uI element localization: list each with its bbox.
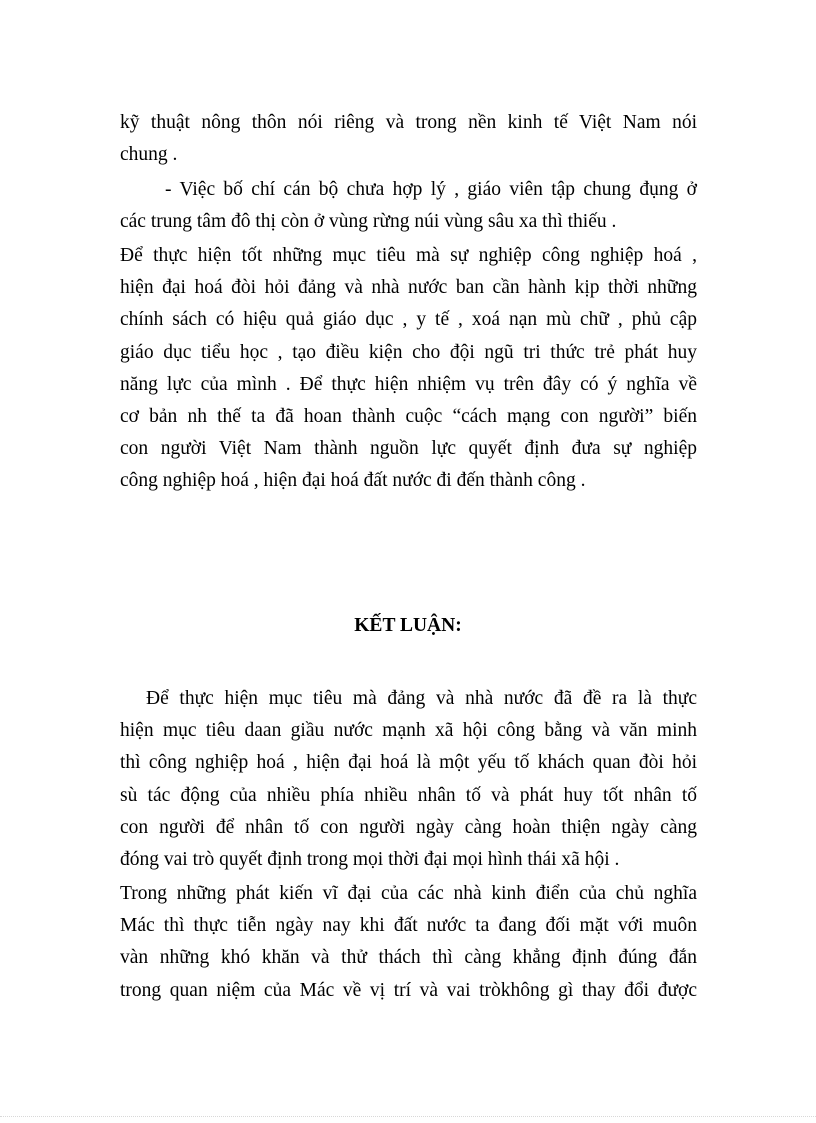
paragraph-bullet-staffing bbox=[120, 174, 697, 238]
text-line: Mác thì thực tiễn ngày nay khi đất nước ta đang đối mặt với muôn bbox=[120, 915, 697, 937]
text-line: - Việc bố chí cán bộ chưa hợp lý , giáo viên tập chung đụng ở bbox=[165, 179, 697, 200]
text-line: đóng vai trò quyết định trong mọi thời đại mọi hình thái xã hội . bbox=[120, 849, 620, 871]
paragraph-conclusion-1 bbox=[120, 683, 697, 876]
text-line: hiện mục tiêu daan giầu nước mạnh xã hội công bằng và văn minh bbox=[120, 720, 697, 742]
paragraph-policy bbox=[120, 240, 697, 498]
text-line: cơ bản nh thế ta đã hoan thành cuộc “cách mạng con người” biến bbox=[120, 406, 697, 428]
text-line: chung . bbox=[120, 144, 178, 166]
text-line: Để thực hiện mục tiêu mà đảng và nhà nước đã đề ra là thực bbox=[146, 688, 697, 709]
text-line: vàn những khó khăn và thử thách thì càng khẳng định đúng đắn bbox=[120, 947, 697, 969]
text-line: giáo dục tiểu học , tạo điều kiện cho đội ngũ tri thức trẻ phát huy bbox=[120, 341, 697, 363]
text-line: năng lực của mình . Để thực hiện nhiệm vụ trên đây có ý nghĩa về bbox=[120, 373, 697, 395]
text-line: trong quan niệm của Mác về vị trí và vai tròkhông gì thay đổi được bbox=[120, 979, 697, 1001]
text-line: Trong những phát kiến vĩ đại của các nhà kinh điển của chủ nghĩa bbox=[120, 883, 697, 904]
section-heading-conclusion: KẾT LUẬN: bbox=[354, 615, 462, 636]
paragraph-intro-continuation bbox=[120, 107, 697, 171]
text-line: Để thực hiện tốt những mục tiêu mà sự nghiệp công nghiệp hoá , bbox=[120, 245, 697, 266]
text-line: con người để nhân tố con người ngày càng hoàn thiện ngày càng bbox=[120, 816, 697, 838]
text-line: các trung tâm đô thị còn ở vùng rừng núi vùng sâu xa thì thiếu . bbox=[120, 211, 617, 233]
text-line: chính sách có hiệu quả giáo dục , y tế , xoá nạn mù chữ , phủ cập bbox=[120, 309, 697, 331]
text-line: con người Việt Nam thành nguồn lực quyết định đưa sự nghiệp bbox=[120, 438, 697, 460]
paragraph-conclusion-2 bbox=[120, 878, 697, 1007]
text-line: sù tác động của nhiều phía nhiều nhân tố và phát huy tốt nhân tố bbox=[120, 784, 697, 806]
text-line: kỹ thuật nông thôn nói riêng và trong nền kinh tế Việt Nam nói bbox=[120, 112, 697, 133]
text-line: hiện đại hoá đòi hỏi đảng và nhà nước ban cần hành kịp thời những bbox=[120, 277, 697, 299]
text-line: công nghiệp hoá , hiện đại hoá đất nước đi đến thành công . bbox=[120, 470, 586, 492]
page-bottom-divider bbox=[0, 1116, 816, 1117]
text-line: thì công nghiệp hoá , hiện đại hoá là một yếu tố khách quan đòi hỏi bbox=[120, 752, 697, 774]
